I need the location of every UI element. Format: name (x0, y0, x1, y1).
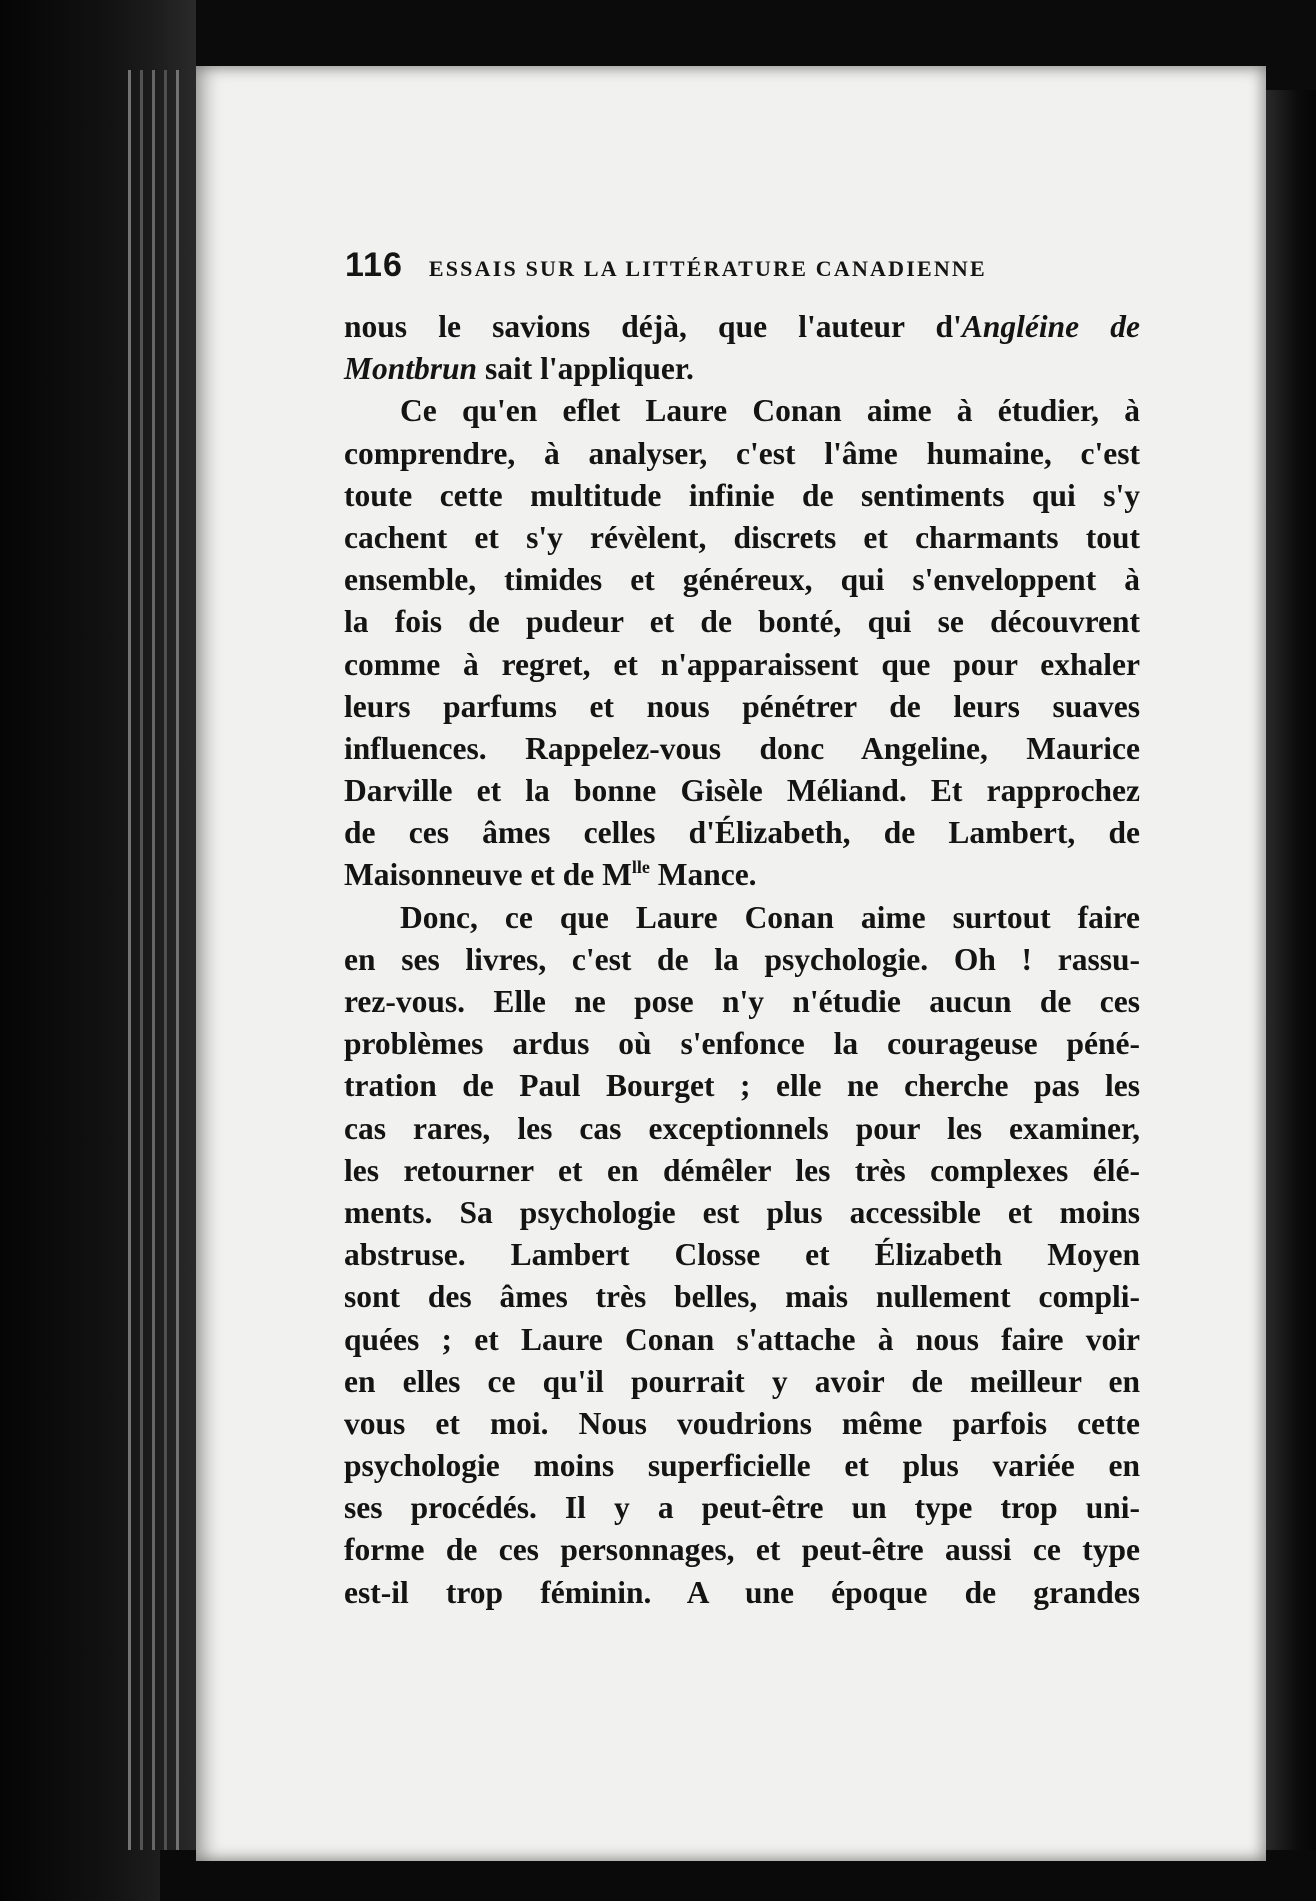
text-line: psychologie moins superficielle et plus variée en (344, 1448, 1140, 1484)
text-run: sait l'appliquer. (477, 351, 694, 387)
book-title-italic: Montbrun (344, 351, 478, 387)
spine-edge-line (128, 70, 131, 1850)
spine-edge-line (164, 70, 167, 1850)
text-line: problèmes ardus où s'enfonce la courageuse péné- (344, 1026, 1140, 1062)
text-line: quées ; et Laure Conan s'attache à nous faire voir (344, 1321, 1140, 1357)
page-header (345, 246, 1145, 285)
text-line: cachent et s'y révèlent, discrets et charmants tout (344, 519, 1140, 555)
text-line: de ces âmes celles d'Élizabeth, de Lambert, de (344, 815, 1140, 851)
text-line: abstruse. Lambert Closse et Élizabeth Moyen (344, 1237, 1140, 1273)
text-line: cas rares, les cas exceptionnels pour les examiner, (344, 1110, 1140, 1146)
running-title: ESSAIS SUR LA LITTÉRATURE CANADIENNE (428, 256, 987, 281)
text-line: rez-vous. Elle ne pose n'y n'étudie aucun de ces (344, 984, 1140, 1019)
spine-edge-line (140, 70, 143, 1850)
text-line: toute cette multitude infinie de sentiments qui s'y (344, 477, 1140, 513)
text-line: en ses livres, c'est de la psychologie. Oh ! rassu- (344, 941, 1140, 977)
book-title-italic: Angléine de (961, 309, 1140, 344)
text-line: en elles ce qu'il pourrait y avoir de meilleur en (344, 1363, 1140, 1399)
text-line: forme de ces personnages, et peut-être aussi ce type (344, 1532, 1140, 1568)
text-line (344, 348, 1140, 390)
book-spine (0, 0, 196, 1901)
text-line: est-il trop féminin. A une époque de grandes (344, 1574, 1140, 1610)
text-line: ses procédés. Il y a peut-être un type trop uni- (344, 1490, 1140, 1526)
text-line: influences. Rappelez-vous donc Angeline, Maurice (344, 730, 1140, 766)
text-line (344, 306, 1140, 348)
text-line: les retourner et en démêler les très complexes élé- (344, 1152, 1140, 1188)
text-run: Maisonneuve et de M (344, 857, 632, 893)
text-run: Mance. (649, 857, 757, 893)
text-line: Darville et la bonne Gisèle Méliand. Et rapprochez (344, 773, 1140, 809)
text-run: nous le savions déjà, que l'auteur d' (344, 309, 962, 344)
paragraph-first-line: Ce qu'en eflet Laure Conan aime à étudier, à (400, 393, 1140, 429)
text-line: comprendre, à analyser, c'est l'âme humaine, c'est (344, 435, 1140, 471)
text-line: sont des âmes très belles, mais nullement compli- (344, 1279, 1140, 1315)
book-right-edge (1266, 90, 1316, 1850)
text-line: comme à regret, et n'apparaissent que pour exhaler (344, 646, 1140, 682)
paragraph-first-line: Donc, ce que Laure Conan aime surtout faire (400, 899, 1140, 935)
page-number: 116 (345, 246, 403, 284)
text-line: ments. Sa psychologie est plus accessible et moins (344, 1194, 1140, 1230)
text-line: ensemble, timides et généreux, qui s'enveloppent à (344, 562, 1140, 598)
text-line: tration de Paul Bourget ; elle ne cherche pas les (344, 1068, 1140, 1104)
text-line: leurs parfums et nous pénétrer de leurs suaves (344, 688, 1140, 724)
superscript: lle (631, 857, 650, 878)
body-text (344, 306, 1140, 1614)
text-line: la fois de pudeur et de bonté, qui se découvrent (344, 604, 1140, 640)
text-line (344, 854, 1140, 896)
text-line: vous et moi. Nous voudrions même parfois cette (344, 1405, 1140, 1441)
spine-edge-line (176, 70, 179, 1850)
spine-edge-line (152, 70, 155, 1850)
